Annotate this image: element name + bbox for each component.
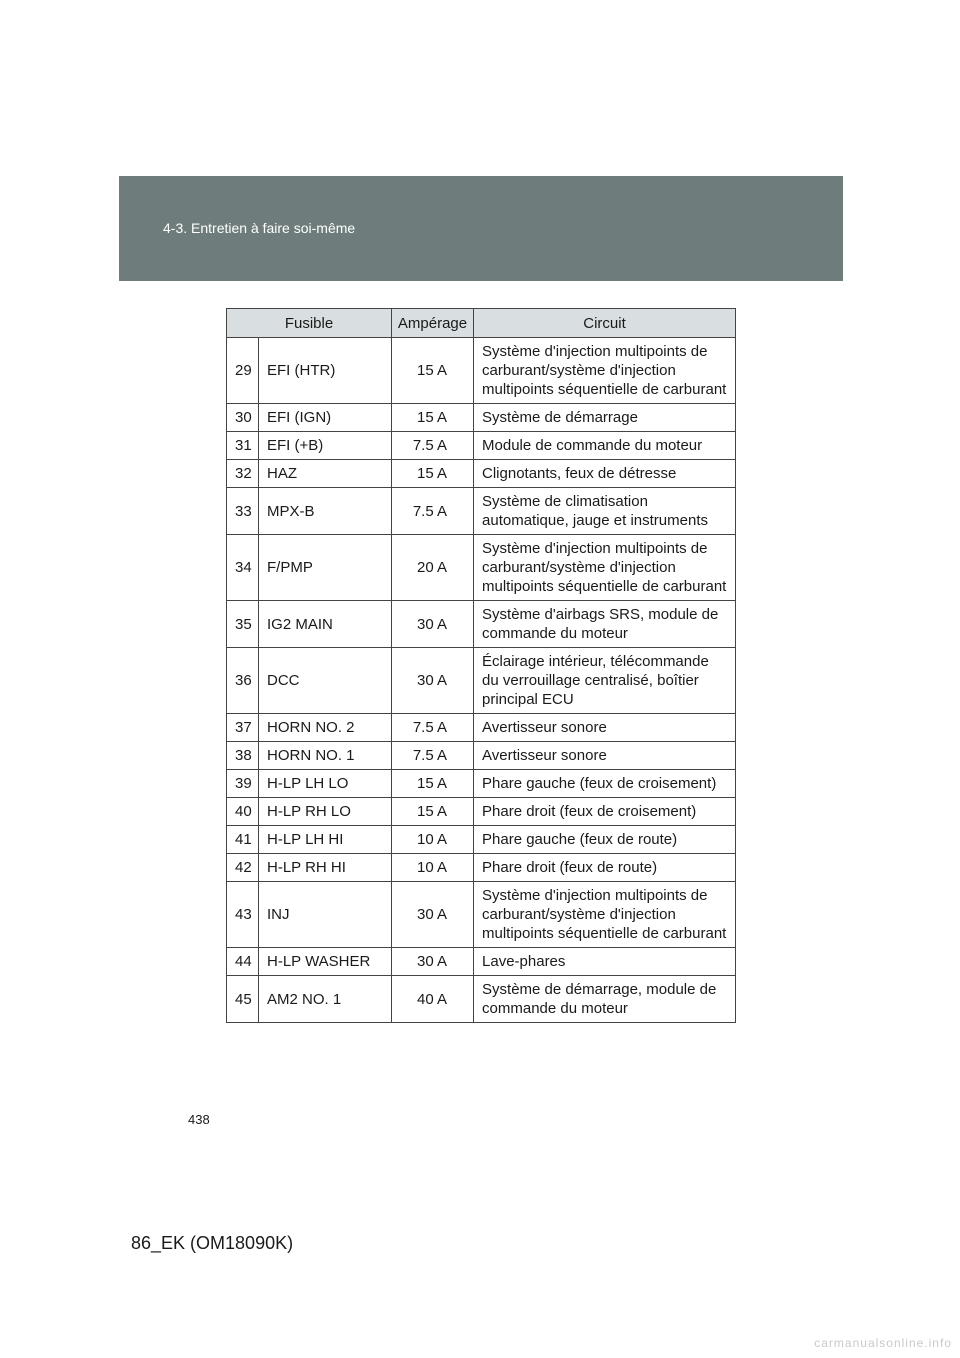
- fuse-amperage: 15 A: [392, 460, 474, 488]
- fuse-circuit: Avertisseur sonore: [474, 742, 736, 770]
- fuse-amperage: 10 A: [392, 854, 474, 882]
- fuse-amperage: 15 A: [392, 770, 474, 798]
- table-header-row: [227, 309, 736, 338]
- fuse-name: EFI (IGN): [259, 404, 392, 432]
- fuse-number: 34: [227, 535, 259, 601]
- fuse-number: 38: [227, 742, 259, 770]
- fuse-name: INJ: [259, 882, 392, 948]
- fuse-name: H-LP WASHER: [259, 948, 392, 976]
- table-row: [227, 976, 736, 1023]
- table-row: [227, 948, 736, 976]
- fuse-name: F/PMP: [259, 535, 392, 601]
- table-row: [227, 404, 736, 432]
- fuse-circuit: Système de climatisation automatique, jauge et instruments: [474, 488, 736, 535]
- column-header-circuit: Circuit: [474, 309, 736, 338]
- fuse-name: HORN NO. 1: [259, 742, 392, 770]
- table-row: [227, 854, 736, 882]
- fuse-amperage: 15 A: [392, 338, 474, 404]
- table-row: [227, 535, 736, 601]
- fuse-circuit: Clignotants, feux de détresse: [474, 460, 736, 488]
- fuse-amperage: 10 A: [392, 826, 474, 854]
- fuse-number: 33: [227, 488, 259, 535]
- fuse-amperage: 30 A: [392, 948, 474, 976]
- fuse-circuit: Système d'injection multipoints de carburant/système d'injection multipoints séquentielle de carburant: [474, 882, 736, 948]
- column-header-fusible: Fusible: [227, 309, 392, 338]
- fuse-circuit: Système d'airbags SRS, module de commande du moteur: [474, 601, 736, 648]
- fuse-name: MPX-B: [259, 488, 392, 535]
- fuse-number: 35: [227, 601, 259, 648]
- fuse-amperage: 15 A: [392, 798, 474, 826]
- fuse-number: 37: [227, 714, 259, 742]
- document-code: 86_EK (OM18090K): [131, 1233, 294, 1253]
- fuse-amperage: 30 A: [392, 648, 474, 714]
- fuse-amperage: 7.5 A: [392, 742, 474, 770]
- column-header-amperage: Ampérage: [392, 309, 474, 338]
- fuse-number: 32: [227, 460, 259, 488]
- fuse-circuit: Phare droit (feux de croisement): [474, 798, 736, 826]
- table-row: [227, 742, 736, 770]
- watermark: carmanualsonline.info: [814, 1336, 952, 1350]
- fuse-name: EFI (HTR): [259, 338, 392, 404]
- fuse-circuit: Phare gauche (feux de croisement): [474, 770, 736, 798]
- fuse-circuit: Système d'injection multipoints de carburant/système d'injection multipoints séquentielle de carburant: [474, 338, 736, 404]
- fuse-number: 30: [227, 404, 259, 432]
- fuse-circuit: Avertisseur sonore: [474, 714, 736, 742]
- fuse-name: H-LP RH LO: [259, 798, 392, 826]
- table-row: [227, 882, 736, 948]
- fuse-amperage: 30 A: [392, 882, 474, 948]
- fuse-amperage: 7.5 A: [392, 714, 474, 742]
- fuse-circuit: Système de démarrage: [474, 404, 736, 432]
- table-row: [227, 826, 736, 854]
- fuse-number: 36: [227, 648, 259, 714]
- table-row: [227, 338, 736, 404]
- fuse-circuit: Phare droit (feux de route): [474, 854, 736, 882]
- fuse-name: HORN NO. 2: [259, 714, 392, 742]
- table-row: [227, 601, 736, 648]
- fuse-number: 29: [227, 338, 259, 404]
- fuse-table: [226, 308, 736, 1023]
- fuse-name: H-LP RH HI: [259, 854, 392, 882]
- fuse-number: 43: [227, 882, 259, 948]
- fuse-number: 41: [227, 826, 259, 854]
- fuse-circuit: Phare gauche (feux de route): [474, 826, 736, 854]
- fuse-name: EFI (+B): [259, 432, 392, 460]
- fuse-circuit: Module de commande du moteur: [474, 432, 736, 460]
- fuse-number: 42: [227, 854, 259, 882]
- table-row: [227, 432, 736, 460]
- section-title: 4-3. Entretien à faire soi-même: [163, 220, 356, 236]
- fuse-number: 44: [227, 948, 259, 976]
- fuse-name: H-LP LH LO: [259, 770, 392, 798]
- fuse-circuit: Lave-phares: [474, 948, 736, 976]
- table-row: [227, 460, 736, 488]
- fuse-name: IG2 MAIN: [259, 601, 392, 648]
- table-row: [227, 648, 736, 714]
- fuse-circuit: Système d'injection multipoints de carburant/système d'injection multipoints séquentielle de carburant: [474, 535, 736, 601]
- fuse-amperage: 40 A: [392, 976, 474, 1023]
- fuse-name: HAZ: [259, 460, 392, 488]
- page-number: 438: [188, 1112, 210, 1127]
- fuse-number: 39: [227, 770, 259, 798]
- fuse-circuit: Système de démarrage, module de commande du moteur: [474, 976, 736, 1023]
- fuse-amperage: 20 A: [392, 535, 474, 601]
- fuse-name: AM2 NO. 1: [259, 976, 392, 1023]
- fuse-number: 40: [227, 798, 259, 826]
- table-row: [227, 488, 736, 535]
- fuse-amperage: 30 A: [392, 601, 474, 648]
- table-body: [227, 338, 736, 1023]
- fuse-circuit: Éclairage intérieur, télécommande du verrouillage centralisé, boîtier principal ECU: [474, 648, 736, 714]
- fuse-number: 45: [227, 976, 259, 1023]
- fuse-amperage: 7.5 A: [392, 432, 474, 460]
- section-header-band: [119, 176, 843, 281]
- table-row: [227, 714, 736, 742]
- fuse-name: H-LP LH HI: [259, 826, 392, 854]
- table-row: [227, 798, 736, 826]
- table-row: [227, 770, 736, 798]
- fuse-number: 31: [227, 432, 259, 460]
- fuse-amperage: 7.5 A: [392, 488, 474, 535]
- fuse-name: DCC: [259, 648, 392, 714]
- fuse-amperage: 15 A: [392, 404, 474, 432]
